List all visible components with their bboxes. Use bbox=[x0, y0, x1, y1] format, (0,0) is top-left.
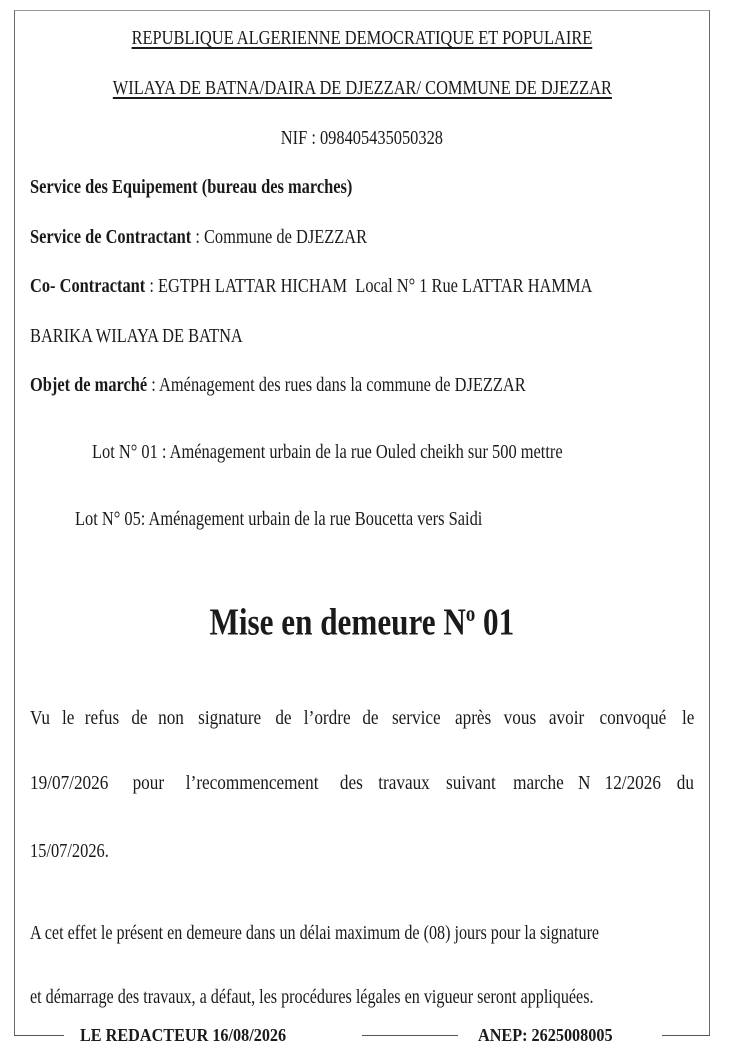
body-p1-l2-word: du bbox=[676, 772, 694, 794]
service-equipement: Service des Equipement (bureau des marches) bbox=[30, 176, 353, 198]
body-p1-l1-word: le bbox=[61, 707, 74, 729]
footer-rule-middle bbox=[362, 1035, 458, 1036]
co-contractant-value: : EGTPH LATTAR HICHAM Local N° 1 Rue LATTAR HAMMA bbox=[145, 275, 593, 297]
body-p1-l1-word: avoir bbox=[548, 707, 585, 729]
body-p1-l2-word: N bbox=[577, 772, 590, 794]
header-republic: REPUBLIQUE ALGERIENNE DEMOCRATIQUE ET POPULAIRE bbox=[131, 27, 593, 49]
header-wilaya: WILAYA DE BATNA/DAIRA DE DJEZZAR/ COMMUNE DE DJEZZAR bbox=[112, 77, 612, 99]
objet-label: Objet de marché bbox=[30, 374, 148, 396]
body-p1-l1-word: de bbox=[362, 707, 380, 729]
footer-anep: ANEP: 2625008005 bbox=[478, 1025, 613, 1045]
body-p1-l1-word: convoqué bbox=[599, 707, 667, 729]
body-p1-l1-word: après bbox=[454, 707, 491, 729]
header-nif: NIF : 098405435050328 bbox=[280, 127, 444, 149]
body-p1-l1-word: vous bbox=[503, 707, 537, 729]
service-contractant-value: : Commune de DJEZZAR bbox=[191, 226, 368, 248]
co-contractant bbox=[30, 274, 716, 298]
body-p1-l2-word: l’recommencement bbox=[186, 772, 319, 794]
co-contractant-continued: BARIKA WILAYA DE BATNA bbox=[30, 325, 243, 347]
body-p1-l1-word: le bbox=[681, 707, 694, 729]
body-p1-l2-word: marche bbox=[513, 772, 564, 794]
body-p1-l1-word: non bbox=[157, 707, 184, 729]
body-p1-l2-word: suivant bbox=[446, 772, 497, 794]
body-p1-l2-word: des bbox=[340, 772, 364, 794]
lot-05: Lot N° 05: Aménagement urbain de la rue Boucetta vers Saidi bbox=[75, 508, 483, 530]
body-p1-l1-word: signature bbox=[198, 707, 262, 729]
objet-value: : Aménagement des rues dans la commune de DJEZZAR bbox=[147, 374, 526, 396]
body-p1-l1-word: Vu bbox=[30, 707, 50, 729]
lot-01: Lot N° 01 : Aménagement urbain de la rue Ouled cheikh sur 500 mettre bbox=[92, 441, 563, 463]
body-p1-l1-word: refus bbox=[85, 707, 120, 729]
body-paragraph-2-line-1: A cet effet le présent en demeure dans un délai maximum de (08) jours pour la signature bbox=[30, 922, 600, 944]
title-number: 01 bbox=[475, 601, 515, 644]
body-p1-l1-word: de bbox=[130, 707, 148, 729]
body-paragraph-1-line-2 bbox=[30, 771, 694, 795]
body-p1-l1-word: service bbox=[391, 707, 441, 729]
body-p1-l2-word: travaux bbox=[377, 772, 430, 794]
co-contractant-label: Co- Contractant bbox=[30, 275, 146, 297]
body-paragraph-2-line-2: et démarrage des travaux, a défaut, les procédures légales en vigueur seront appliquées. bbox=[30, 986, 594, 1008]
body-p1-l2-word: 12/2026 bbox=[604, 772, 661, 794]
body-p1-l2-word: pour bbox=[132, 772, 164, 794]
document-title: Mise en demeure $N^o$ 01 bbox=[209, 601, 515, 644]
body-paragraph-1-line-3: 15/07/2026. bbox=[30, 840, 109, 862]
title-superscript: o bbox=[466, 601, 476, 626]
body-p1-l2-word: 19/07/2026 bbox=[30, 772, 109, 794]
body-p1-l1-word: de bbox=[274, 707, 292, 729]
service-contractant bbox=[30, 225, 441, 249]
objet-marche bbox=[30, 373, 635, 397]
footer-redacteur: LE REDACTEUR 16/08/2026 bbox=[80, 1025, 287, 1045]
footer-rule-right bbox=[662, 1035, 710, 1036]
body-paragraph-1-line-1 bbox=[30, 706, 694, 730]
service-contractant-label: Service de Contractant bbox=[30, 226, 192, 248]
body-p1-l1-word: l’ordre bbox=[303, 707, 351, 729]
footer-rule-left bbox=[14, 1035, 64, 1036]
footer bbox=[0, 1020, 741, 1050]
